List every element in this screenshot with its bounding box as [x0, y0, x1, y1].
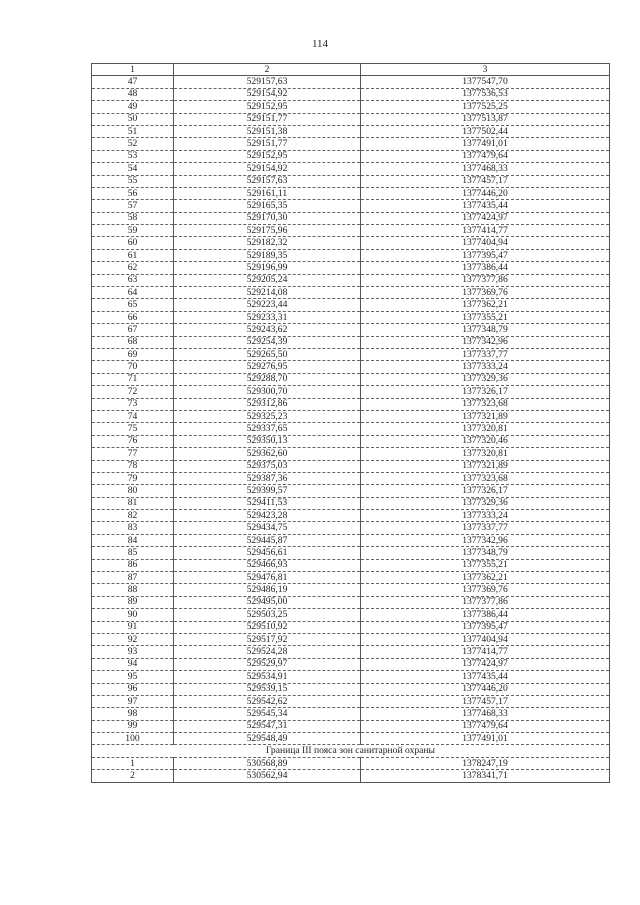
table-row [92, 609, 610, 621]
y-coordinate-cell: 1377326,17 [361, 386, 610, 398]
y-coordinate-cell: 1377424,97 [361, 212, 610, 224]
point-number-cell: 85 [92, 547, 174, 559]
point-number-cell: 73 [92, 398, 174, 410]
x-coordinate-cell: 529151,77 [174, 138, 361, 150]
x-coordinate-cell: 529539,15 [174, 683, 361, 695]
point-number-cell: 54 [92, 163, 174, 175]
x-coordinate-cell: 529276,95 [174, 361, 361, 373]
y-coordinate-cell: 1377355,21 [361, 311, 610, 323]
point-number-cell: 56 [92, 187, 174, 199]
x-coordinate-cell: 529548,49 [174, 733, 361, 745]
x-coordinate-cell: 529254,39 [174, 336, 361, 348]
table-row [92, 770, 610, 782]
point-number-cell: 94 [92, 658, 174, 670]
table-row [92, 324, 610, 336]
point-number-cell: 76 [92, 435, 174, 447]
point-number-cell: 58 [92, 212, 174, 224]
point-number-cell: 86 [92, 559, 174, 571]
coordinates-table [91, 63, 610, 783]
table-row [92, 510, 610, 522]
y-coordinate-cell: 1377395,47 [361, 249, 610, 261]
x-coordinate-cell: 529154,92 [174, 88, 361, 100]
table-row [92, 274, 610, 286]
y-coordinate-cell: 1377320,81 [361, 448, 610, 460]
x-coordinate-cell: 529300,70 [174, 386, 361, 398]
y-coordinate-cell: 1378247,19 [361, 757, 610, 769]
y-coordinate-cell: 1377404,94 [361, 633, 610, 645]
table-row [92, 398, 610, 410]
table-row [92, 361, 610, 373]
x-coordinate-cell: 529524,28 [174, 646, 361, 658]
point-number-cell: 53 [92, 150, 174, 162]
x-coordinate-cell: 529503,25 [174, 609, 361, 621]
y-coordinate-cell: 1377333,24 [361, 510, 610, 522]
table-row [92, 534, 610, 546]
point-number-cell: 47 [92, 76, 174, 88]
x-coordinate-cell: 529182,32 [174, 237, 361, 249]
table-row [92, 212, 610, 224]
y-coordinate-cell: 1377502,44 [361, 125, 610, 137]
y-coordinate-cell: 1377491,01 [361, 733, 610, 745]
table-row [92, 150, 610, 162]
point-number-cell: 74 [92, 410, 174, 422]
point-number-cell: 2 [92, 770, 174, 782]
x-coordinate-cell: 529312,86 [174, 398, 361, 410]
y-coordinate-cell: 1377491,01 [361, 138, 610, 150]
x-coordinate-cell: 529542,62 [174, 695, 361, 707]
point-number-cell: 69 [92, 348, 174, 360]
x-coordinate-cell: 529423,28 [174, 510, 361, 522]
x-coordinate-cell: 529434,75 [174, 522, 361, 534]
point-number-cell: 51 [92, 125, 174, 137]
point-number-cell: 89 [92, 596, 174, 608]
x-coordinate-cell: 529547,31 [174, 720, 361, 732]
table-row [92, 249, 610, 261]
point-number-cell: 62 [92, 262, 174, 274]
y-coordinate-cell: 1378341,71 [361, 770, 610, 782]
y-coordinate-cell: 1377369,76 [361, 584, 610, 596]
x-coordinate-cell: 529545,34 [174, 708, 361, 720]
point-number-cell: 77 [92, 448, 174, 460]
point-number-cell: 64 [92, 287, 174, 299]
table-row [92, 695, 610, 707]
point-number-cell: 80 [92, 485, 174, 497]
table-row [92, 200, 610, 212]
x-coordinate-cell: 529476,81 [174, 572, 361, 584]
page-number: 114 [311, 38, 329, 50]
point-number-cell: 96 [92, 683, 174, 695]
table-row [92, 485, 610, 497]
section-row [92, 745, 610, 757]
table-row [92, 435, 610, 447]
y-coordinate-cell: 1377457,17 [361, 695, 610, 707]
y-coordinate-cell: 1377369,76 [361, 287, 610, 299]
table-row [92, 522, 610, 534]
table-row [92, 646, 610, 658]
x-coordinate-cell: 529151,38 [174, 125, 361, 137]
point-number-cell: 92 [92, 633, 174, 645]
y-coordinate-cell: 1377342,96 [361, 336, 610, 348]
table-row [92, 547, 610, 559]
x-coordinate-cell: 529157,63 [174, 175, 361, 187]
x-coordinate-cell: 529399,57 [174, 485, 361, 497]
y-coordinate-cell: 1377329,36 [361, 497, 610, 509]
table-row [92, 658, 610, 670]
point-number-cell: 81 [92, 497, 174, 509]
table-row [92, 237, 610, 249]
column-header-x: 2 [174, 64, 361, 76]
table-row [92, 633, 610, 645]
x-coordinate-cell: 529387,36 [174, 472, 361, 484]
x-coordinate-cell: 530562,94 [174, 770, 361, 782]
y-coordinate-cell: 1377321,89 [361, 410, 610, 422]
x-coordinate-cell: 529233,31 [174, 311, 361, 323]
y-coordinate-cell: 1377348,79 [361, 324, 610, 336]
y-coordinate-cell: 1377435,44 [361, 200, 610, 212]
x-coordinate-cell: 529350,13 [174, 435, 361, 447]
point-number-cell: 90 [92, 609, 174, 621]
table-row [92, 460, 610, 472]
x-coordinate-cell: 529466,93 [174, 559, 361, 571]
x-coordinate-cell: 529375,03 [174, 460, 361, 472]
header-row [92, 64, 610, 76]
x-coordinate-cell: 529265,50 [174, 348, 361, 360]
y-coordinate-cell: 1377320,81 [361, 423, 610, 435]
x-coordinate-cell: 530568,89 [174, 757, 361, 769]
point-number-cell: 49 [92, 101, 174, 113]
x-coordinate-cell: 529151,77 [174, 113, 361, 125]
y-coordinate-cell: 1377404,94 [361, 237, 610, 249]
x-coordinate-cell: 529445,87 [174, 534, 361, 546]
column-header-number: 1 [92, 64, 174, 76]
y-coordinate-cell: 1377468,33 [361, 708, 610, 720]
table-row [92, 311, 610, 323]
y-coordinate-cell: 1377414,77 [361, 225, 610, 237]
x-coordinate-cell: 529534,91 [174, 671, 361, 683]
table-row [92, 373, 610, 385]
x-coordinate-cell: 529223,44 [174, 299, 361, 311]
column-header-y: 3 [361, 64, 610, 76]
x-coordinate-cell: 529456,61 [174, 547, 361, 559]
table-row [92, 163, 610, 175]
table-row [92, 733, 610, 745]
x-coordinate-cell: 529157,63 [174, 76, 361, 88]
y-coordinate-cell: 1377479,64 [361, 150, 610, 162]
point-number-cell: 83 [92, 522, 174, 534]
y-coordinate-cell: 1377348,79 [361, 547, 610, 559]
y-coordinate-cell: 1377329,36 [361, 373, 610, 385]
y-coordinate-cell: 1377547,70 [361, 76, 610, 88]
y-coordinate-cell: 1377386,44 [361, 262, 610, 274]
y-coordinate-cell: 1377355,21 [361, 559, 610, 571]
x-coordinate-cell: 529517,92 [174, 633, 361, 645]
x-coordinate-cell: 529161,11 [174, 187, 361, 199]
x-coordinate-cell: 529486,19 [174, 584, 361, 596]
table-row [92, 621, 610, 633]
x-coordinate-cell: 529205,24 [174, 274, 361, 286]
point-number-cell: 52 [92, 138, 174, 150]
table-row [92, 559, 610, 571]
table-row [92, 497, 610, 509]
y-coordinate-cell: 1377446,20 [361, 683, 610, 695]
point-number-cell: 66 [92, 311, 174, 323]
x-coordinate-cell: 529152,95 [174, 101, 361, 113]
point-number-cell: 82 [92, 510, 174, 522]
point-number-cell: 97 [92, 695, 174, 707]
point-number-cell: 63 [92, 274, 174, 286]
table-row [92, 757, 610, 769]
x-coordinate-cell: 529288,70 [174, 373, 361, 385]
y-coordinate-cell: 1377320,46 [361, 435, 610, 447]
point-number-cell: 70 [92, 361, 174, 373]
point-number-cell: 87 [92, 572, 174, 584]
y-coordinate-cell: 1377337,77 [361, 522, 610, 534]
x-coordinate-cell: 529154,92 [174, 163, 361, 175]
x-coordinate-cell: 529495,00 [174, 596, 361, 608]
point-number-cell: 60 [92, 237, 174, 249]
point-number-cell: 88 [92, 584, 174, 596]
table-row [92, 596, 610, 608]
point-number-cell: 91 [92, 621, 174, 633]
point-number-cell: 98 [92, 708, 174, 720]
point-number-cell: 95 [92, 671, 174, 683]
section-title: Граница III пояса зон санитарной охраны [92, 745, 610, 757]
x-coordinate-cell: 529411,53 [174, 497, 361, 509]
y-coordinate-cell: 1377457,17 [361, 175, 610, 187]
table-row [92, 187, 610, 199]
table-row [92, 671, 610, 683]
x-coordinate-cell: 529529,97 [174, 658, 361, 670]
x-coordinate-cell: 529175,96 [174, 225, 361, 237]
y-coordinate-cell: 1377525,25 [361, 101, 610, 113]
y-coordinate-cell: 1377321,89 [361, 460, 610, 472]
point-number-cell: 72 [92, 386, 174, 398]
table-body [92, 64, 610, 783]
table-row [92, 262, 610, 274]
y-coordinate-cell: 1377386,44 [361, 609, 610, 621]
y-coordinate-cell: 1377362,21 [361, 299, 610, 311]
point-number-cell: 61 [92, 249, 174, 261]
y-coordinate-cell: 1377342,96 [361, 534, 610, 546]
table-row [92, 225, 610, 237]
table-row [92, 720, 610, 732]
table-row [92, 472, 610, 484]
table-row [92, 410, 610, 422]
point-number-cell: 71 [92, 373, 174, 385]
x-coordinate-cell: 529152,95 [174, 150, 361, 162]
table-row [92, 584, 610, 596]
point-number-cell: 57 [92, 200, 174, 212]
point-number-cell: 84 [92, 534, 174, 546]
table-row [92, 336, 610, 348]
x-coordinate-cell: 529325,23 [174, 410, 361, 422]
table-row [92, 287, 610, 299]
point-number-cell: 50 [92, 113, 174, 125]
y-coordinate-cell: 1377435,44 [361, 671, 610, 683]
y-coordinate-cell: 1377414,77 [361, 646, 610, 658]
y-coordinate-cell: 1377362,21 [361, 572, 610, 584]
y-coordinate-cell: 1377536,53 [361, 88, 610, 100]
table-row [92, 572, 610, 584]
table-row [92, 708, 610, 720]
point-number-cell: 65 [92, 299, 174, 311]
y-coordinate-cell: 1377323,68 [361, 472, 610, 484]
x-coordinate-cell: 529362,60 [174, 448, 361, 460]
x-coordinate-cell: 529243,62 [174, 324, 361, 336]
point-number-cell: 55 [92, 175, 174, 187]
y-coordinate-cell: 1377513,87 [361, 113, 610, 125]
table-row [92, 386, 610, 398]
y-coordinate-cell: 1377337,77 [361, 348, 610, 360]
table-row [92, 175, 610, 187]
y-coordinate-cell: 1377326,17 [361, 485, 610, 497]
table-row [92, 101, 610, 113]
point-number-cell: 59 [92, 225, 174, 237]
y-coordinate-cell: 1377333,24 [361, 361, 610, 373]
point-number-cell: 48 [92, 88, 174, 100]
table-row [92, 448, 610, 460]
table-row [92, 683, 610, 695]
x-coordinate-cell: 529196,99 [174, 262, 361, 274]
point-number-cell: 67 [92, 324, 174, 336]
x-coordinate-cell: 529189,35 [174, 249, 361, 261]
x-coordinate-cell: 529337,65 [174, 423, 361, 435]
table-row [92, 125, 610, 137]
point-number-cell: 78 [92, 460, 174, 472]
point-number-cell: 68 [92, 336, 174, 348]
point-number-cell: 75 [92, 423, 174, 435]
x-coordinate-cell: 529170,30 [174, 212, 361, 224]
y-coordinate-cell: 1377446,20 [361, 187, 610, 199]
point-number-cell: 100 [92, 733, 174, 745]
point-number-cell: 93 [92, 646, 174, 658]
table-row [92, 76, 610, 88]
y-coordinate-cell: 1377395,47 [361, 621, 610, 633]
table-row [92, 88, 610, 100]
y-coordinate-cell: 1377377,86 [361, 596, 610, 608]
y-coordinate-cell: 1377377,86 [361, 274, 610, 286]
y-coordinate-cell: 1377479,64 [361, 720, 610, 732]
y-coordinate-cell: 1377323,68 [361, 398, 610, 410]
y-coordinate-cell: 1377468,33 [361, 163, 610, 175]
table-row [92, 113, 610, 125]
y-coordinate-cell: 1377424,97 [361, 658, 610, 670]
point-number-cell: 79 [92, 472, 174, 484]
table-row [92, 299, 610, 311]
table-row [92, 138, 610, 150]
x-coordinate-cell: 529510,92 [174, 621, 361, 633]
x-coordinate-cell: 529165,35 [174, 200, 361, 212]
table-row [92, 348, 610, 360]
x-coordinate-cell: 529214,08 [174, 287, 361, 299]
point-number-cell: 99 [92, 720, 174, 732]
table-row [92, 423, 610, 435]
point-number-cell: 1 [92, 757, 174, 769]
